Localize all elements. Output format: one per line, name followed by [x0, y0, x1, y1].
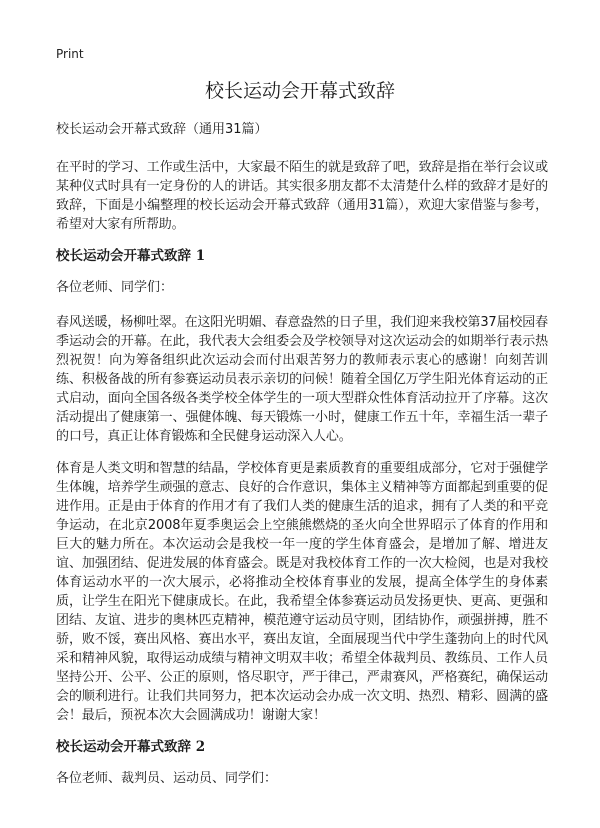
page-title: 校长运动会开幕式致辞	[204, 80, 395, 102]
document-body	[56, 121, 548, 804]
body-paragraph: 春风送暖，杨柳吐翠。在这阳光明媚、春意盎然的日子里，我们迎来我校第37届校园春季运动会的开幕。在此，我代表大会组委会及学校领导对这次运动会的如期举行表示热烈祝贺！向为筹备组织此次运动会而付出艰苦努力的教师表示衷心的感谢！向刻苦训练、积极备战的所有参赛运动员表示亲切的问候！随着全国亿万学生阳光体育运动的正式启动，面向全国各级各类学校全体学生的一项大型群众性体育活动拉开了序幕。这次活动提出了健康第一、强健体魄、每天锻炼一小时，健康工作五十年，幸福生活一辈子的口号，真正让体育锻炼和全民健身运动深入人心。	[56, 315, 548, 444]
document-subtitle: 校长运动会开幕式致辞（通用31篇）	[56, 122, 268, 137]
section-heading: 校长运动会开幕式致辞 1	[56, 248, 206, 264]
intro-paragraph: 在平时的学习、工作或生活中，大家最不陌生的就是致辞了吧，致辞是指在举行会议或某种仪式时具有一定身份的人的讲话。其实很多朋友都不太清楚什么样的致辞才是好的致辞，下面是小编整理的校长运动会开幕式致辞（通用31篇），欢迎大家借鉴与参考，希望对大家有所帮助。	[56, 160, 548, 232]
body-paragraph: 体育是人类文明和智慧的结晶，学校体育更是素质教育的重要组成部分，它对于强健学生体魄，培养学生顽强的意志、良好的合作意识，集体主义精神等方面都起到重要的促进作用。正是由于体育的作用才有了我们人类的健康生活的追求，拥有了人类的和平竞争运动，在北京2008年夏季奥运会上空熊熊燃烧的圣火向全世界昭示了体育的作用和巨大的魅力所在。本次运动会是我校一年一度的学生体育盛会，是增加了解、增进友谊、加强团结、促进发展的体育盛会。既是对我校体育工作的一次大检阅，也是对我校体育运动水平的一次大展示，必将推动全校体育事业的发展，提高全体学生的身体素质，让学生在阳光下健康成长。在此，我希望全体参赛运动员发扬更快、更高、更强和团结、友谊、进步的奥林匹克精神，模范遵守运动员守则，团结协作，顽强拼搏，胜不骄，败不馁，赛出风格、赛出水平，赛出友谊，全面展现当代中学生蓬勃向上的时代风采和精神风貌，取得运动成绩与精神文明双丰收；希望全体裁判员、教练员、工作人员坚持公开、公平、公正的原则，恪尽职守，严于律己，严肃赛风，严格赛纪，确保运动会的顺利进行。让我们共同努力，把本次运动会办成一次文明、热烈、精彩、圆满的盛会！最后，预祝本次大会圆满成功！谢谢大家！	[56, 461, 548, 723]
print-link[interactable]: Print	[56, 47, 84, 61]
section-greeting: 各位老师、裁判员、运动员、同学们：	[56, 771, 278, 786]
section-heading: 校长运动会开幕式致辞 2	[56, 739, 206, 755]
section-greeting: 各位老师、同学们：	[56, 280, 174, 295]
